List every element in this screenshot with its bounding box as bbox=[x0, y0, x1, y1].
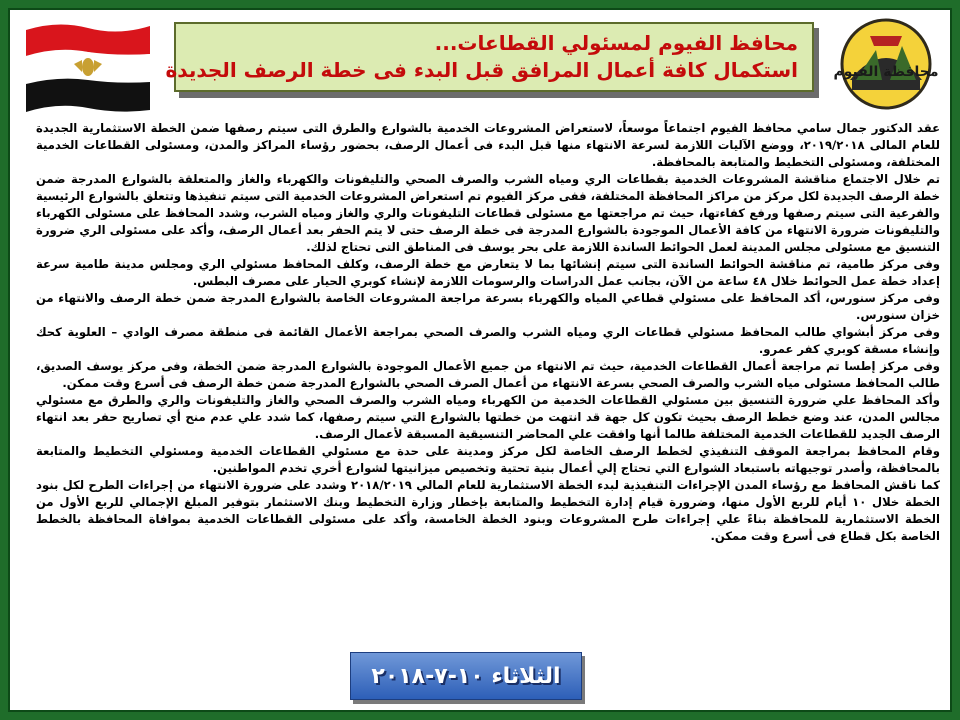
headline-box bbox=[165, 22, 814, 92]
date-text: الثلاثاء ١٠-٧-٢٠١٨ bbox=[371, 663, 561, 689]
headline-line-2: استكمال كافة أعمال المرافق قبل البدء فى خطة الرصف الجديدة bbox=[165, 58, 798, 82]
paragraph: وفى مركز سنورس، أكد المحافظ على مسئولي قطاعي المياه والكهرباء بسرعة مراجعة المشروعات الخاصة بالشوارع المدرجة ضمن خطة الرصف والانتهاء من خزان سنورس. bbox=[36, 291, 940, 322]
egypt-flag-icon bbox=[22, 16, 154, 116]
date-badge bbox=[350, 652, 582, 700]
headline-line-1: محافظ الفيوم لمسئولي القطاعات... bbox=[434, 31, 798, 55]
news-page bbox=[8, 8, 952, 712]
paragraph: وفى مركز أبشواي طالب المحافظ مسئولي قطاعات الري ومياه الشرب والصرف الصحي بمراجعة الأعمال القائمة فى منطقة مصرف الوادي – العلوية كحك وإنشاء مسقة كوبري كفر عمرو. bbox=[36, 325, 940, 356]
paragraph: وأكد المحافظ علي ضرورة التنسيق بين مسئولي القطاعات الخدمية من الكهرباء ومياه الشرب والصرف الصحي والغاز والتليفونات والري والطرق مع مسئولي مجالس المدن، عند وضع خطط الرصف بحيث تكون كل جهة قد انتهت من خطتها بالشوارع التي سيتم رصفها، كما شدد علي عدم منح أي تصاريح حفر بعد انتهاء الرصف الجديد للقطاعات الخدمية المختلفة طالما أنها وافقت علي المحاضر التنسيقية المسبقة لأعمال الرصف. bbox=[36, 393, 940, 441]
paragraph: عقد الدكتور جمال سامي محافظ الفيوم اجتماعاً موسعاً، لاستعراض المشروعات الخدمية بالشوارع والطرق التى سيتم رصفها ضمن الخطة الاستثمارية الجديدة للعام المالى ٢٠١٩/٢٠١٨، ووضع الآليات اللازمة لسرعة الانتهاء منها قبل البدء فى أعمال الرصف، بحضور رؤساء المراكز والمدن، ومسئولى القطاعات الخدمية المختلفة، ومسئولى التخطيط والمتابعة بالمحافظة. bbox=[36, 121, 940, 169]
fayoum-governorate-logo bbox=[826, 16, 946, 112]
paragraph: تم خلال الاجتماع مناقشة المشروعات الخدمية بقطاعات الري ومياه الشرب والصرف الصحي والتليفونات والكهرباء والغاز والمتعلقة بالشوارع المدرجة ضمن خطة الرصف الجديدة لكل مركز من مراكز المحافظة المختلفة، ففى مركز الفيوم تم استعراض المشروعات الخدمية التى سيتم تنفيذها وتتعلق بالشوارع الرئيسية والفرعية التى سيتم رصفها ورفع كفاءتها، حيث تم مراجعتها مع مسئولى قطاعات التليفونات والري والغاز ومياه الشرب، وشدد المحافظ على مسئولى الكهرباء والتليفونات ضرورة الانتهاء من كافة الأعمال الموجودة بالشوارع المدرجة فى خطة الرصف حتى لا يتم الحفر بعد أعمال الرصف، وأكد على مسئولى الري ضرورة التنسيق مع مسئولى مجلس المدينة لعمل الحوائط الساندة اللازمة على بحر يوسف فى المناطق التى تحتاج لذلك. bbox=[36, 172, 940, 254]
paragraph: وفى مركز طامية، تم مناقشة الحوائط الساندة التى سيتم إنشائها بما لا يتعارض مع خطة الرصف، وكلف المحافظ مسئولي الري ومجلس مدينة طامية سرعة إعداد خطة عمل الحوائط خلال ٤٨ ساعة من الآن، بجانب عمل الدراسات والرسومات اللازمة لإنشاء كوبري الحيار على مصرف البطس. bbox=[36, 257, 940, 288]
logo-text: محافظة الفيوم bbox=[833, 64, 939, 80]
article-body bbox=[36, 120, 940, 545]
paragraph: كما ناقش المحافظ مع رؤساء المدن الإجراءات التنفيذية لبدء الخطة الاستثمارية للعام المالي ٢٠١٨/٢٠١٩ وشدد على ضرورة الانتهاء من إجراءات الطرح لكل بنود الخطة خلال ١٠ أيام للربع الأول منها، وضرورة قيام إدارة التخطيط والمتابعة بإخطار وزارة التخطيط وبنك الاستثمار بتوفير المبلغ الإجمالي للربع الأول من الخطة الاستثمارية للمحافظة بناءً علي إجراءات طرح المشروعات وبنود الخطة الخامسة، وأكد على مسئولى القطاعات الخدمية بموافاة المحافظة بالخطط الخاصة بكل قطاع فى أسرع وقت ممكن. bbox=[36, 478, 940, 543]
paragraph: وفى مركز إطسا تم مراجعة أعمال القطاعات الخدمية، حيث تم الانتهاء من جميع الأعمال الموجودة بالشوارع المدرجة ضمن الخطة، وفى مركز يوسف الصديق، طالب المحافظ مسئولى مياه الشرب والصرف الصحي بسرعة الانتهاء من أعمال الصرف الصحي بالشوارع المدرجة ضمن خطة الرصف فى أسرع وقت ممكن. bbox=[36, 359, 940, 390]
paragraph: وقام المحافظ بمراجعة الموقف التنفيذي لخطط الرصف الخاصة لكل مركز ومدينة على حدة مع مسئولي القطاعات الخدمية ومسئولي التخطيط والمتابعة بالمحافظة، وأصدر توجيهاته باستبعاد الشوارع التي تحتاج إلي أعمال بنية تحتية وتخصيص ميزانيتها لشوارع أخري تخدم المواطنين. bbox=[36, 444, 940, 475]
